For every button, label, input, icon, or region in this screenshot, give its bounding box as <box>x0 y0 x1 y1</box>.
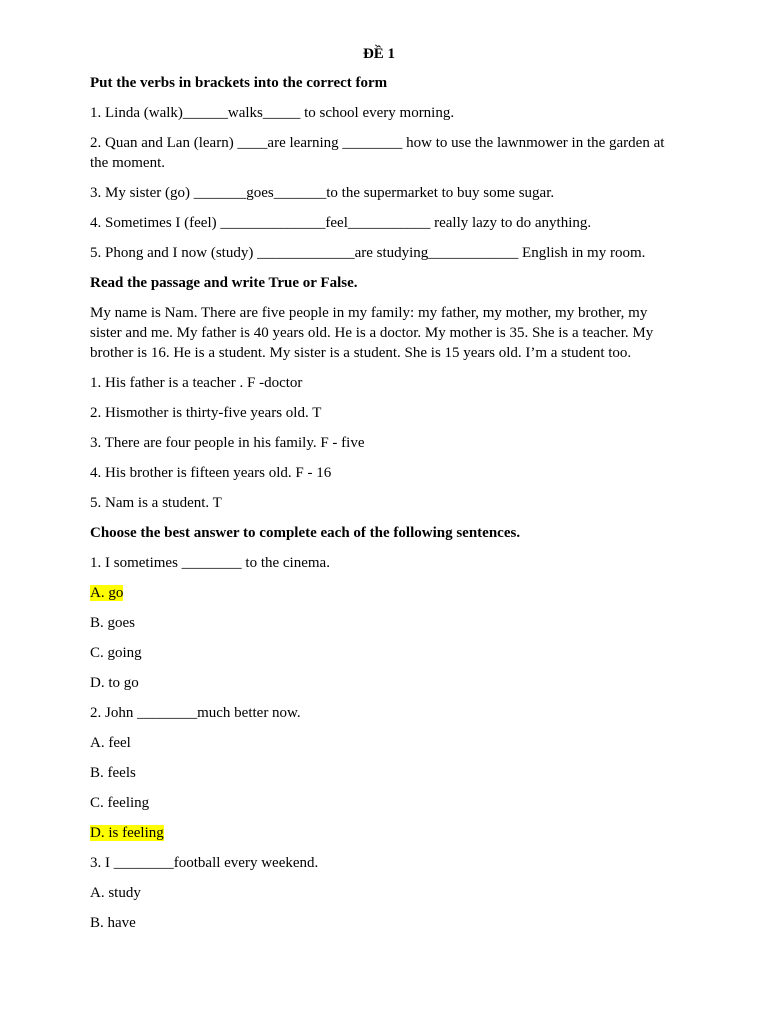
mc-option: A. feel <box>90 735 131 751</box>
mc-question: 2. John ________much better now. <box>90 705 301 721</box>
mc-option: C. feeling <box>90 795 150 811</box>
mc-option-selected <box>90 583 668 603</box>
section-heading-multiple-choice: Choose the best answer to complete each of the following sentences. <box>90 525 521 541</box>
answer-highlight: A. go <box>90 585 124 601</box>
reading-passage: My name is Nam. There are five people in my family: my father, my mother, my brother, my sister and me. My father is 40 years old. He is a doctor. My mother is 35. She is a teacher. My brother is 16. He is a student. My sister is a student. She is 15 years old. I’m a student too. <box>90 305 654 361</box>
section-heading-verbs: Put the verbs in brackets into the correct form <box>90 75 388 91</box>
verb-exercise-item: 5. Phong and I now (study) _____________are studying____________ English in my room. <box>90 245 646 261</box>
mc-question: 1. I sometimes ________ to the cinema. <box>90 555 330 571</box>
answer-highlight: D. is feeling <box>90 825 164 841</box>
mc-option: B. have <box>90 915 136 931</box>
mc-option: B. goes <box>90 615 135 631</box>
true-false-item: 1. His father is a teacher . F -doctor <box>90 375 303 391</box>
verb-exercise-item: 2. Quan and Lan (learn) ____are learning ________ how to use the lawnmower in the garden at the moment. <box>90 135 665 171</box>
true-false-item: 5. Nam is a student. T <box>90 495 222 511</box>
verb-exercise-item: 3. My sister (go) _______goes_______to the supermarket to buy some sugar. <box>90 185 555 201</box>
mc-question: 3. I ________football every weekend. <box>90 855 319 871</box>
true-false-item: 2. Hismother is thirty-five years old. T <box>90 405 322 421</box>
mc-option: C. going <box>90 645 142 661</box>
verb-exercise-item: 1. Linda (walk)______walks_____ to school every morning. <box>90 105 455 121</box>
mc-option: A. study <box>90 885 141 901</box>
page-title: ĐỀ 1 <box>362 46 396 62</box>
true-false-item: 4. His brother is fifteen years old. F - 16 <box>90 465 332 481</box>
verb-exercise-item: 4. Sometimes I (feel) ______________feel___________ really lazy to do anything. <box>90 215 592 231</box>
true-false-item: 3. There are four people in his family. F - five <box>90 435 365 451</box>
mc-option: D. to go <box>90 675 139 691</box>
mc-option: B. feels <box>90 765 136 781</box>
section-heading-true-false: Read the passage and write True or False. <box>90 275 358 291</box>
mc-option-selected <box>90 823 668 843</box>
